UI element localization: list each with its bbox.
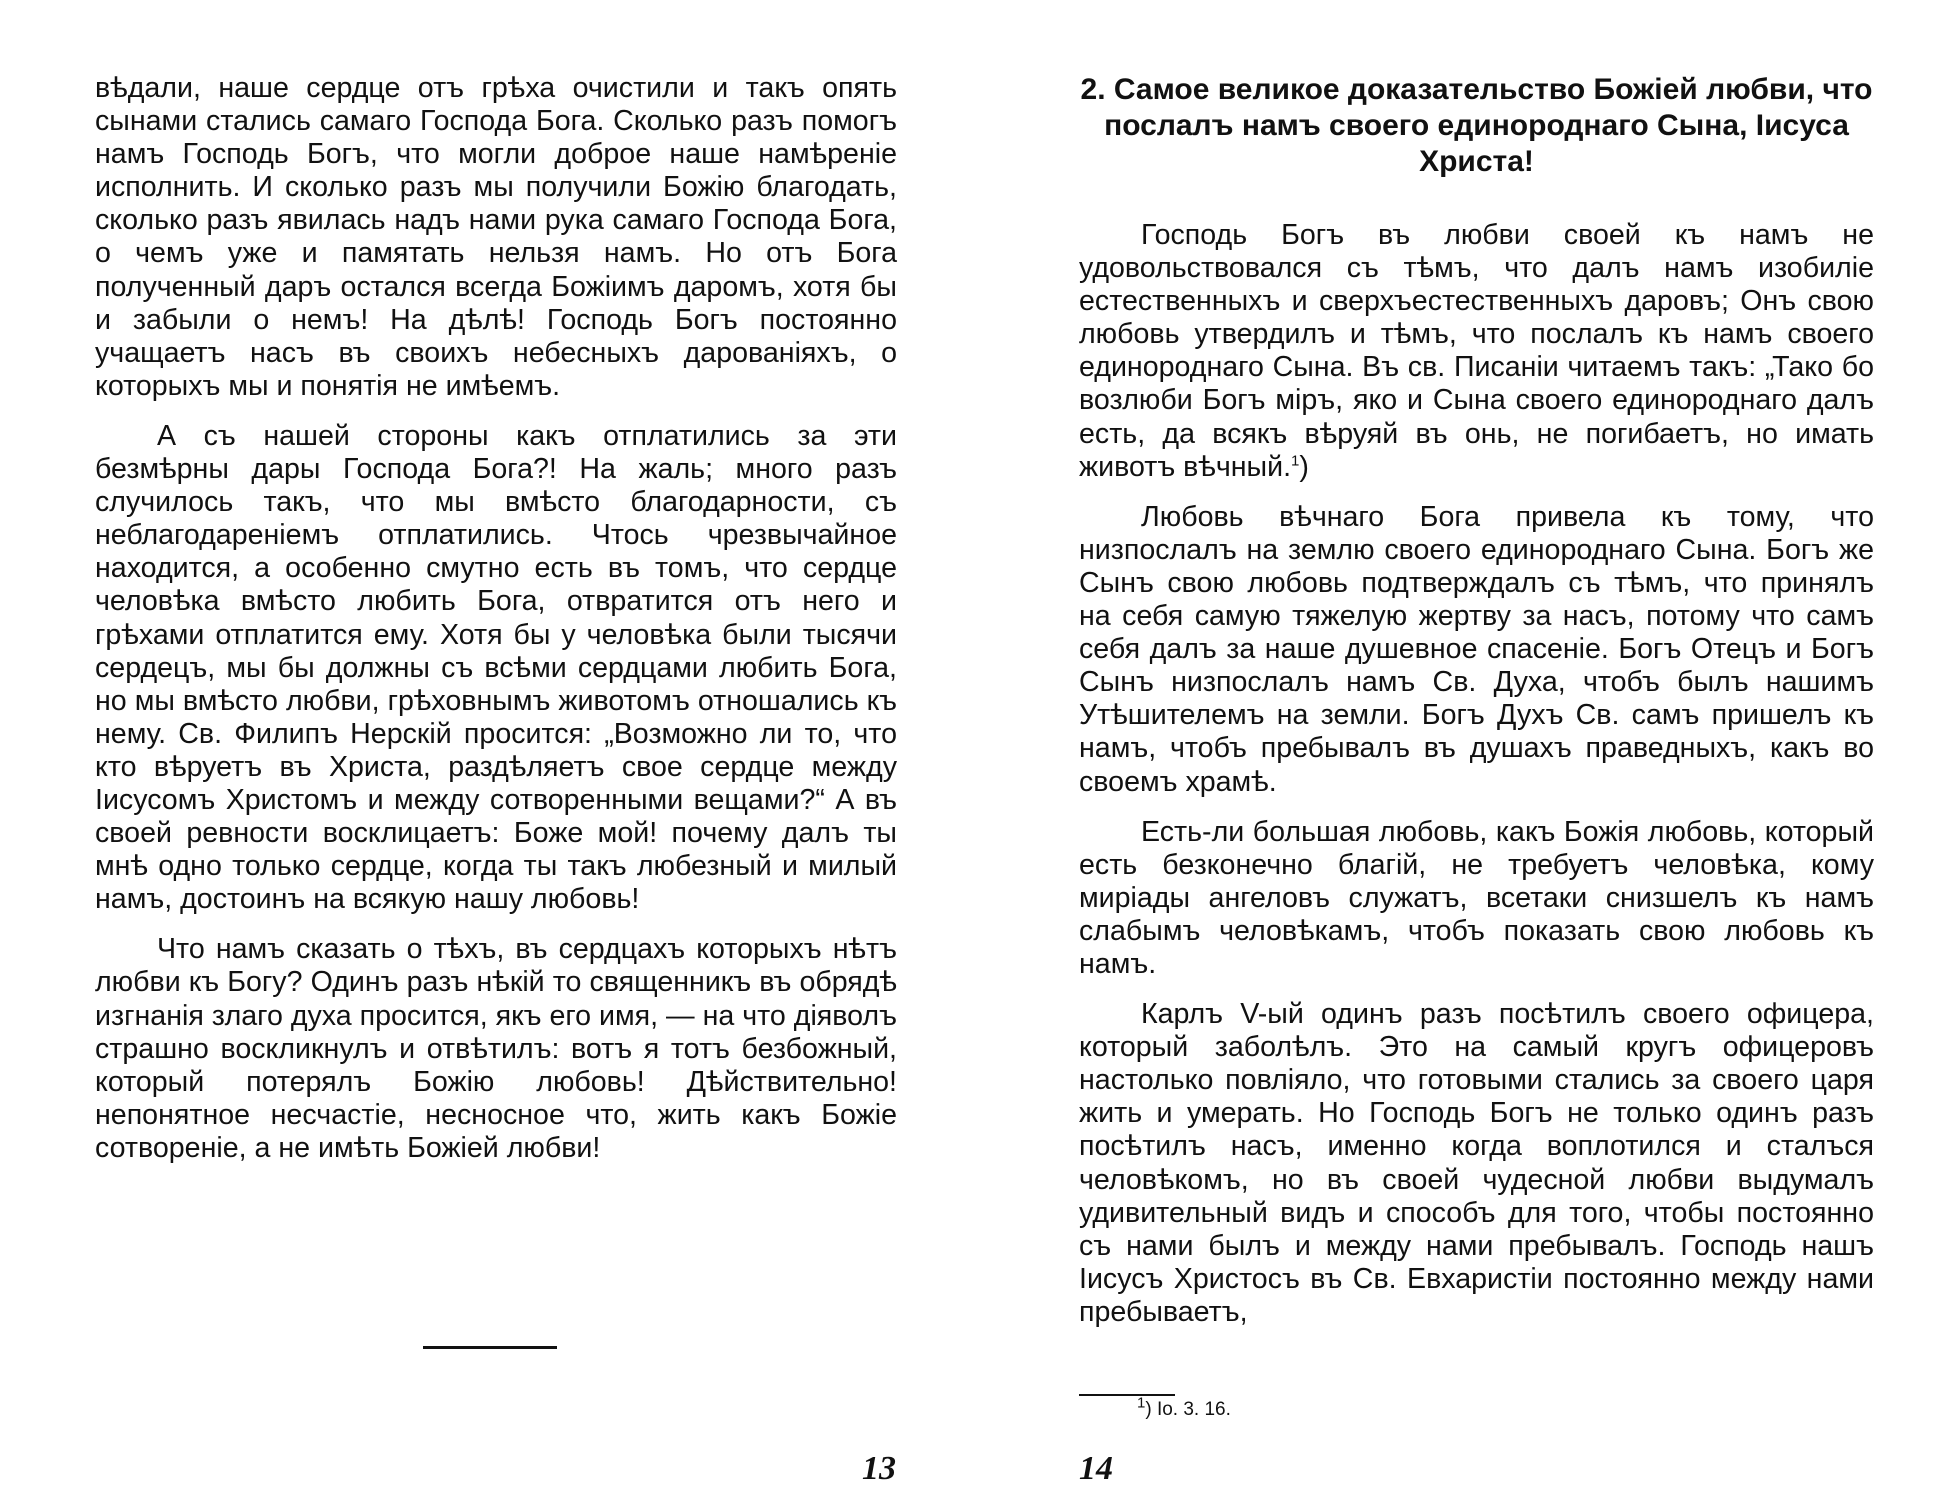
right-text-column — [1079, 72, 1874, 1329]
footnote-marker: 1 — [1291, 452, 1300, 470]
section-end-rule — [423, 1346, 557, 1349]
page-number: 13 — [862, 1450, 896, 1487]
right-page — [979, 0, 1958, 1500]
footnote-text: ) Іо. 3. 16. — [1145, 1399, 1231, 1420]
paragraph: А съ нашей стороны какъ отплатились за эти безмѣрны дары Господа Бога?! На жаль; много разъ случилось такъ, что мы вмѣсто благодарности, съ неблагодареніемъ отплатились. Чтось чрезвычайное находится, а особенно смутно есть въ томъ, что сердце человѣка вмѣсто любить Бога, отвратится отъ него и грѣхами отплатится ему. Хотя бы у человѣка были тысячи сердецъ, мы бы должны съ всѣми сердцами любить Бога, но мы вмѣсто любви, грѣховнымъ животомъ отношались къ нему. Св. Филипъ Нерскій просится: „Возможно ли то, что кто вѣруетъ въ Христа, раздѣляетъ свое сердце между Іисусомъ Христомъ и между сотворенными вещами?“ А въ своей ревности восклицаетъ: Боже мой! почему далъ ты мнѣ одно только сердце, когда ты такъ любезный и милый намъ, достоинъ на всякую нашу любовь! — [95, 419, 897, 916]
paragraph: Что намъ сказать о тѣхъ, въ сердцахъ которыхъ нѣтъ любви къ Богу? Одинъ разъ нѣкій то священникъ въ обрядѣ изгнанія злаго духа просится, якъ его имя, — на что діяволъ страшно воскликнулъ и отвѣтилъ: вотъ я тотъ безбожный, который потерялъ Божію любовь! Дѣйствительно! непонятное несчастіе, несносное что, жить какъ Божіе сотвореніе, а не имѣть Божіей любви! — [95, 933, 897, 1164]
paragraph — [1079, 219, 1874, 484]
paragraph: Любовь вѣчнаго Бога привела къ тому, что низпослалъ на землю своего единороднаго Сына. Богъ же Сынъ свою любовь подтверждалъ съ тѣмъ, что принялъ на себя самую тяжелую жертву за насъ, потому что самъ себя далъ за наше душевное спасеніе. Богъ Отецъ и Богъ Сынъ низпослалъ намъ Св. Духа, чтобъ былъ нашимъ Утѣшителемъ на земли. Богъ Духъ Св. самъ пришелъ къ намъ, чтобъ пребывалъ въ душахъ праведныхъ, какъ во своемъ храмѣ. — [1079, 500, 1874, 798]
footnote-number: 1 — [1137, 1394, 1146, 1412]
section-heading: 2. Самое великое доказательство Божіей любви, что послалъ намъ своего единороднаго Сына, Іисуса Христа! — [1080, 73, 1873, 178]
paragraph: вѣдали, наше сердце отъ грѣха очистили и такъ опять сынами стались самаго Господа Бога. Сколько разъ помогъ намъ Господь Богъ, что могли доброе наше намѣреніе исполнить. И сколько разъ мы получили Божію благодать, сколько разъ явилась надъ нами рука самаго Господа Бога, о чемъ уже и памятать нельзя намъ. Но отъ Бога полученный даръ остался всегда Божіимъ даромъ, хотя бы и забыли о немъ! На дѣлѣ! Господь Богъ постоянно учащаетъ насъ въ своихъ небесныхъ дарованіяхъ, о которыхъ мы и понятія не имѣемъ. — [95, 72, 897, 402]
paragraph-text: Господь Богъ въ любви своей къ намъ не удовольствовался съ тѣмъ, что далъ намъ изобиліе естественныхъ и сверхъестественныхъ даровъ; Онъ свою любовь утвердилъ и тѣмъ, что послалъ къ намъ своего единороднаго Сына. Въ св. Писаніи читаемъ такъ: „Тако бо возлюби Богъ міръ, яко и Сына своего единороднаго далъ есть, да всякъ вѣруяй въ онь, не погибаетъ, но имать животъ вѣчный. — [1079, 219, 1874, 483]
paragraph: Есть-ли большая любовь, какъ Божія любовь, который есть безконечно благій, не требуетъ человѣка, кому миріады ангеловъ служатъ, всетаки снизшелъ къ намъ слабымъ человѣкамъ, чтобъ показать свою любовь къ намъ. — [1079, 815, 1874, 980]
paragraph: Карлъ V-ый одинъ разъ посѣтилъ своего офицера, который заболѣлъ. Это на самый кругъ офицеровъ настолько повліяло, что готовыми стались за своего царя жить и умерать. Но Господь Богъ не только одинъ разъ посѣтилъ насъ, именно когда воплотился и сталъся человѣкомъ, но въ своей чудесной любви выдумалъ удивительный видъ и способъ для того, чтобы постоянно съ нами былъ и между нами пребывалъ. Господь нашъ Іисусъ Христосъ въ Св. Евхаристіи постоянно между нами пребываетъ, — [1079, 998, 1874, 1328]
left-text-column — [95, 72, 897, 1165]
footnote — [1137, 1394, 1231, 1422]
footnote-marker-paren: ) — [1299, 450, 1309, 483]
footnote-rule — [1079, 1394, 1175, 1396]
page-number: 14 — [1079, 1450, 1113, 1487]
